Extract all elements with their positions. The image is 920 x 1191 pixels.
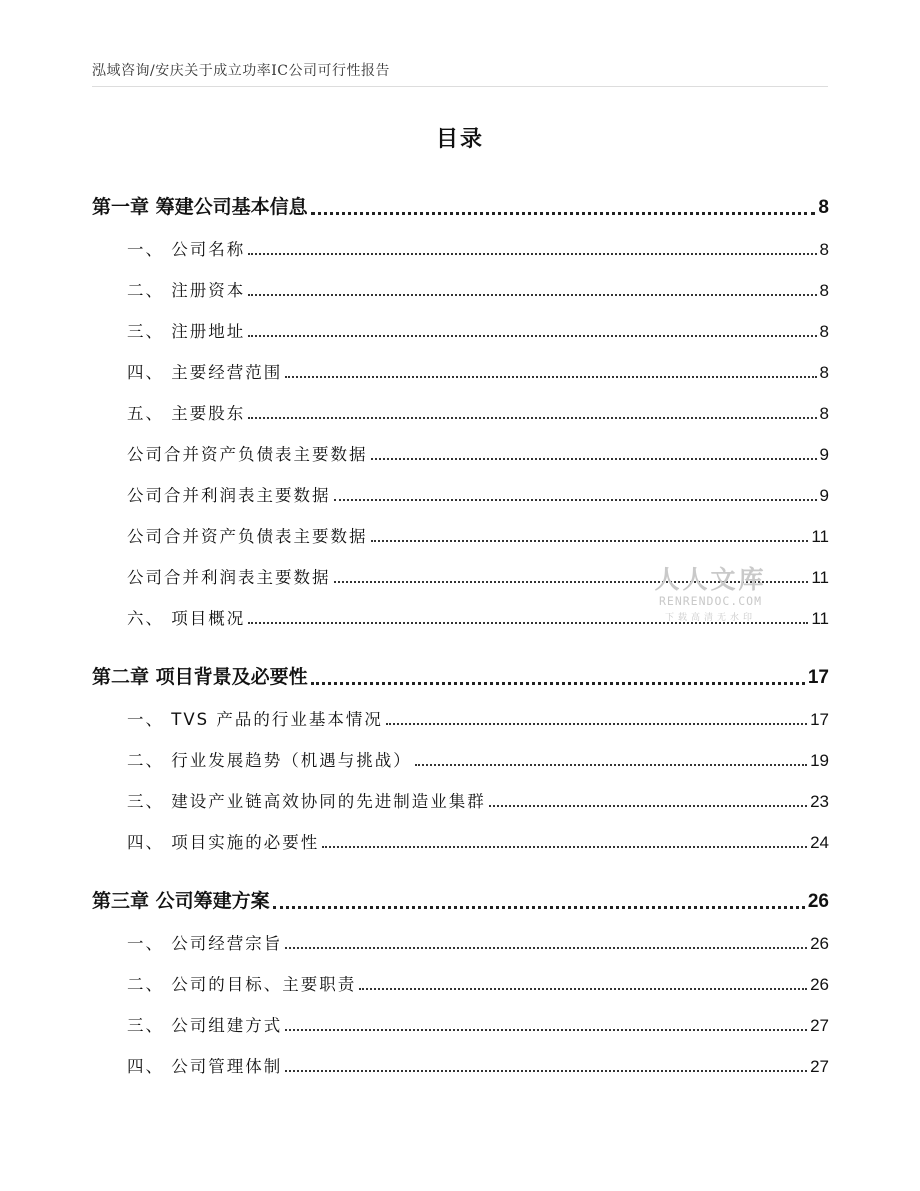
dot-leader xyxy=(371,458,817,460)
toc-page-number: 23 xyxy=(810,792,829,811)
dot-leader xyxy=(285,947,807,949)
dot-leader xyxy=(248,253,816,255)
toc-page-number: 11 xyxy=(811,568,829,587)
toc-chapter-label: 第二章 项目背景及必要性 xyxy=(92,666,308,688)
dot-leader xyxy=(248,294,816,296)
dot-leader xyxy=(322,846,807,848)
toc-page-number: 26 xyxy=(810,975,829,994)
toc-entry[interactable] xyxy=(92,732,829,773)
toc-page-number: 24 xyxy=(810,833,829,852)
dot-leader xyxy=(248,335,816,337)
dot-leader xyxy=(285,1070,807,1072)
toc-page-number: 11 xyxy=(811,609,829,628)
toc-entry[interactable] xyxy=(92,691,829,732)
toc-page-number: 8 xyxy=(819,404,829,423)
toc-entry[interactable] xyxy=(92,221,829,262)
dot-leader xyxy=(489,805,807,807)
toc-chapter-2[interactable] xyxy=(92,645,829,691)
toc-entry-label: 六、 项目概况 xyxy=(127,609,246,628)
dot-leader xyxy=(386,723,807,725)
toc-entry[interactable] xyxy=(92,915,829,956)
toc-entry-label: 二、 行业发展趋势（机遇与挑战） xyxy=(127,751,412,770)
toc-entry-label: 一、 TVS 产品的行业基本情况 xyxy=(127,710,383,729)
toc-entry[interactable] xyxy=(92,956,829,997)
dot-leader xyxy=(285,376,816,378)
dot-leader xyxy=(273,906,805,909)
toc-entry-label: 三、 公司组建方式 xyxy=(127,1016,283,1035)
toc-page-number: 9 xyxy=(819,486,829,505)
toc-page-number: 8 xyxy=(819,240,829,259)
toc-entry[interactable] xyxy=(92,814,829,855)
dot-leader xyxy=(248,622,808,624)
toc-page-number: 26 xyxy=(807,891,829,912)
toc-page-number: 9 xyxy=(819,445,829,464)
dot-leader xyxy=(285,1029,807,1031)
toc-page-number: 11 xyxy=(811,527,829,546)
dot-leader xyxy=(334,499,817,501)
watermark-site: RENRENDOC.COM xyxy=(658,594,762,608)
toc-entry-label: 公司合并资产负债表主要数据 xyxy=(127,445,368,464)
toc-page-number: 8 xyxy=(819,322,829,341)
toc-entry[interactable] xyxy=(92,590,829,631)
toc-entry-label: 四、 公司管理体制 xyxy=(127,1057,283,1076)
toc-entry-label: 一、 公司名称 xyxy=(127,240,246,259)
toc-entry-label: 三、 注册地址 xyxy=(127,322,246,341)
toc-entry-label: 公司合并利润表主要数据 xyxy=(127,486,331,505)
toc-entry[interactable] xyxy=(92,508,829,549)
toc-entry[interactable] xyxy=(92,385,829,426)
toc-entry[interactable] xyxy=(92,426,829,467)
toc-entry[interactable] xyxy=(92,549,829,590)
dot-leader xyxy=(311,682,805,685)
table-of-contents xyxy=(92,175,829,1079)
toc-entry[interactable] xyxy=(92,467,829,508)
watermark-slogan: 下载高清无水印 xyxy=(664,613,756,623)
dot-leader xyxy=(371,540,809,542)
toc-entry-label: 一、 公司经营宗旨 xyxy=(127,934,283,953)
toc-entry[interactable] xyxy=(92,773,829,814)
toc-entry[interactable] xyxy=(92,303,829,344)
toc-chapter-3[interactable] xyxy=(92,869,829,915)
toc-chapter-1[interactable] xyxy=(92,175,829,221)
toc-entry-label: 五、 主要股东 xyxy=(127,404,246,423)
toc-page-number: 27 xyxy=(810,1057,829,1076)
toc-entry[interactable] xyxy=(92,344,829,385)
toc-entry-label: 二、 注册资本 xyxy=(127,281,246,300)
toc-page-number: 27 xyxy=(810,1016,829,1035)
toc-entry-label: 四、 主要经营范围 xyxy=(127,363,283,382)
header-divider xyxy=(92,86,828,87)
toc-entry-label: 二、 公司的目标、主要职责 xyxy=(127,975,357,994)
toc-entry[interactable] xyxy=(92,997,829,1038)
toc-entry-label: 四、 项目实施的必要性 xyxy=(127,833,320,852)
dot-leader xyxy=(248,417,816,419)
watermark-brand: 人人文库 xyxy=(654,565,767,594)
toc-page-number: 8 xyxy=(818,197,829,218)
dot-leader xyxy=(415,764,807,766)
running-header: 泓域咨询/安庆关于成立功率IC公司可行性报告 xyxy=(92,63,390,79)
page-title: 目录 xyxy=(435,127,484,152)
toc-entry[interactable] xyxy=(92,1038,829,1079)
toc-chapter-label: 第三章 公司筹建方案 xyxy=(92,890,270,912)
toc-page-number: 19 xyxy=(810,751,829,770)
toc-entry-label: 公司合并资产负债表主要数据 xyxy=(127,527,368,546)
dot-leader xyxy=(311,212,816,215)
toc-entry[interactable] xyxy=(92,262,829,303)
toc-page-number: 17 xyxy=(807,667,829,688)
toc-page-number: 26 xyxy=(810,934,829,953)
toc-entry-label: 三、 建设产业链高效协同的先进制造业集群 xyxy=(127,792,486,811)
toc-page-number: 17 xyxy=(810,710,829,729)
dot-leader xyxy=(359,988,807,990)
toc-page-number: 8 xyxy=(819,281,829,300)
toc-chapter-label: 第一章 筹建公司基本信息 xyxy=(92,196,308,218)
dot-leader xyxy=(334,581,809,583)
toc-entry-label: 公司合并利润表主要数据 xyxy=(127,568,331,587)
toc-page-number: 8 xyxy=(819,363,829,382)
